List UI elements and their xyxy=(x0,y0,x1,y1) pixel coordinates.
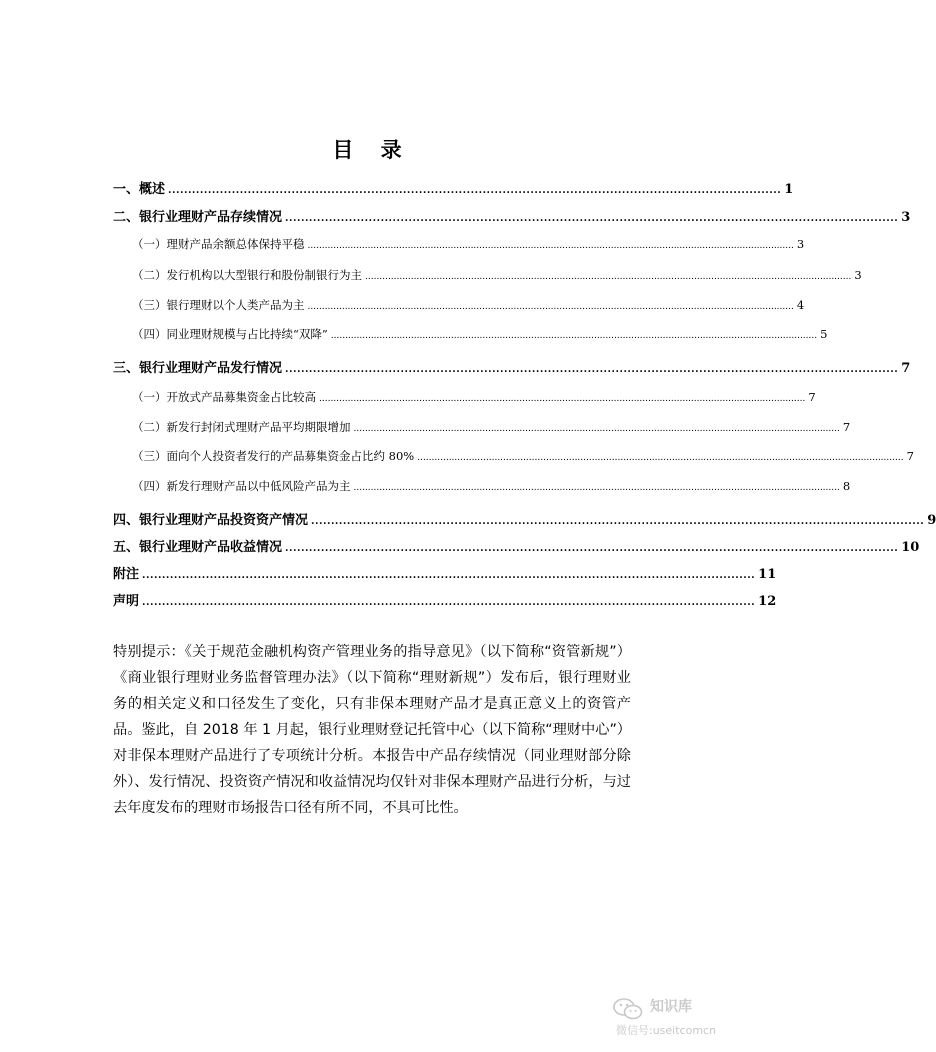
toc-entry[interactable] xyxy=(132,236,805,252)
toc-entry-number: 三、 xyxy=(113,361,140,376)
toc-entry-number: 四、 xyxy=(113,513,140,528)
wechat-icon xyxy=(612,998,644,1020)
toc-entry-page: 5 xyxy=(820,327,828,341)
toc-entry[interactable] xyxy=(132,326,828,342)
toc-leader-dots: .......................................................................................................................................................................... xyxy=(353,424,840,434)
toc-entry-number: 五、 xyxy=(113,540,140,555)
toc-entry-text: 概述 xyxy=(139,182,166,197)
toc-leader-dots: .......................................................................................................................................................... xyxy=(285,543,899,554)
toc-entry-text: 声明 xyxy=(113,594,140,609)
toc-entry[interactable] xyxy=(113,509,936,528)
toc-entry[interactable] xyxy=(132,297,805,313)
toc-leader-dots: .......................................................................................................................................................... xyxy=(285,213,899,224)
toc-entry-number: 一、 xyxy=(113,182,140,197)
toc-entry[interactable] xyxy=(132,478,851,494)
toc-entry-page: 9 xyxy=(927,513,936,528)
toc-leader-dots: .......................................................................................................................................................... xyxy=(168,185,782,196)
toc-entry[interactable] xyxy=(132,267,862,283)
toc-entry-text: 新发行封闭式理财产品平均期限增加 xyxy=(166,420,351,434)
special-note-paragraph: 特别提示：《关于规范金融机构资产管理业务的指导意见》（以下简称“资管新规”）《商业银行理财业务监督管理办法》（以下简称“理财新规”）发布后，银行理财业务的相关定义和口径发生了变化，只有非保本理财产品才是真正意义上的资管产品。鉴此，自 2018 年 1 月起，银行业理财登记托管中心（以下简称“理财中心”）对非保本理财产品进行了专项统计分析。本报告中产品存续情况（同业理财部分除外）、发行情况、投资资产情况和收益情况均仅针对非保本理财产品进行分析，与过去年度发布的理财市场报告口径有所不同，不具可比性。 xyxy=(113,644,631,816)
toc-entry-number: （四） xyxy=(132,479,167,493)
toc-entry-text: 附注 xyxy=(113,567,140,582)
toc-entry[interactable] xyxy=(113,357,911,376)
toc-title: 目 录 xyxy=(332,138,412,162)
toc-entry-text: 新发行理财产品以中低风险产品为主 xyxy=(166,479,351,493)
toc-entry-text: 银行业理财产品存续情况 xyxy=(139,210,283,225)
toc-leader-dots: .......................................................................................................................................................................... xyxy=(307,241,794,251)
toc-entry-text: 银行业理财产品投资资产情况 xyxy=(139,513,309,528)
toc-entry-number: （一） xyxy=(132,237,167,251)
toc-entry[interactable] xyxy=(113,536,920,555)
toc-leader-dots: .......................................................................................................................................................................... xyxy=(353,483,840,493)
toc-entry-number: （二） xyxy=(132,268,167,282)
toc-entry-page: 3 xyxy=(796,237,805,251)
toc-entry-text: 开放式产品募集资金占比较高 xyxy=(166,390,316,404)
toc-entry-number: （一） xyxy=(132,390,167,404)
toc-entry-page: 7 xyxy=(842,420,851,434)
toc-leader-dots: .......................................................................................................................................................................... xyxy=(365,272,852,282)
toc-entry-page: 3 xyxy=(901,210,911,225)
toc-entry[interactable] xyxy=(132,389,816,405)
toc-entry-page: 7 xyxy=(808,390,816,404)
toc-entry-page: 3 xyxy=(854,268,862,282)
toc-entry-page: 12 xyxy=(758,594,777,609)
toc-entry-text: 理财产品余额总体保持平稳 xyxy=(166,237,305,251)
toc-entry-number: （三） xyxy=(132,298,167,312)
toc-leader-dots: .......................................................................................................................................................................... xyxy=(417,453,904,463)
toc-entry-text: 银行业理财产品收益情况 xyxy=(139,540,283,555)
toc-leader-dots: .......................................................................................................................................................... xyxy=(311,516,925,527)
toc-entry[interactable] xyxy=(113,178,794,197)
toc-leader-dots: .......................................................................................................................................................................... xyxy=(330,331,818,341)
toc-entry-text: 面向个人投资者发行的产品募集资金占比约 80% xyxy=(166,449,415,463)
toc-entry-page: 7 xyxy=(906,449,914,463)
toc-entry-page: 4 xyxy=(796,298,805,312)
toc-entry-page: 11 xyxy=(758,567,777,582)
toc-leader-dots: .......................................................................................................................................................... xyxy=(142,597,756,608)
toc-entry-number: （四） xyxy=(132,327,167,341)
watermark-name: 知识库 xyxy=(650,999,692,1015)
watermark-id: 微信号:useitcomcn xyxy=(616,1024,717,1037)
toc-entry-page: 10 xyxy=(901,540,920,555)
toc-leader-dots: .......................................................................................................................................................... xyxy=(142,570,756,581)
toc-leader-dots: .......................................................................................................................................................................... xyxy=(307,302,794,312)
toc-entry-text: 同业理财规模与占比持续“双降” xyxy=(166,327,328,341)
watermark xyxy=(612,996,732,1044)
toc-leader-dots: .......................................................................................................................................................... xyxy=(285,364,899,375)
toc-entry[interactable] xyxy=(132,448,914,464)
toc-entry[interactable] xyxy=(113,590,777,609)
toc-entry-text: 发行机构以大型银行和股份制银行为主 xyxy=(166,268,362,282)
toc-entry[interactable] xyxy=(113,206,911,225)
toc-entry-number: （二） xyxy=(132,420,167,434)
toc-entry-number: （三） xyxy=(132,449,167,463)
toc-entry[interactable] xyxy=(113,563,777,582)
toc-entry-number: 二、 xyxy=(113,210,140,225)
toc-entry-page: 8 xyxy=(842,479,851,493)
toc-entry-page: 7 xyxy=(901,361,911,376)
toc-entry-page: 1 xyxy=(784,182,794,197)
toc-leader-dots: .......................................................................................................................................................................... xyxy=(319,394,806,404)
toc-entry-text: 银行业理财产品发行情况 xyxy=(139,361,283,376)
toc-entry[interactable] xyxy=(132,419,851,435)
toc-entry-text: 银行理财以个人类产品为主 xyxy=(166,298,305,312)
